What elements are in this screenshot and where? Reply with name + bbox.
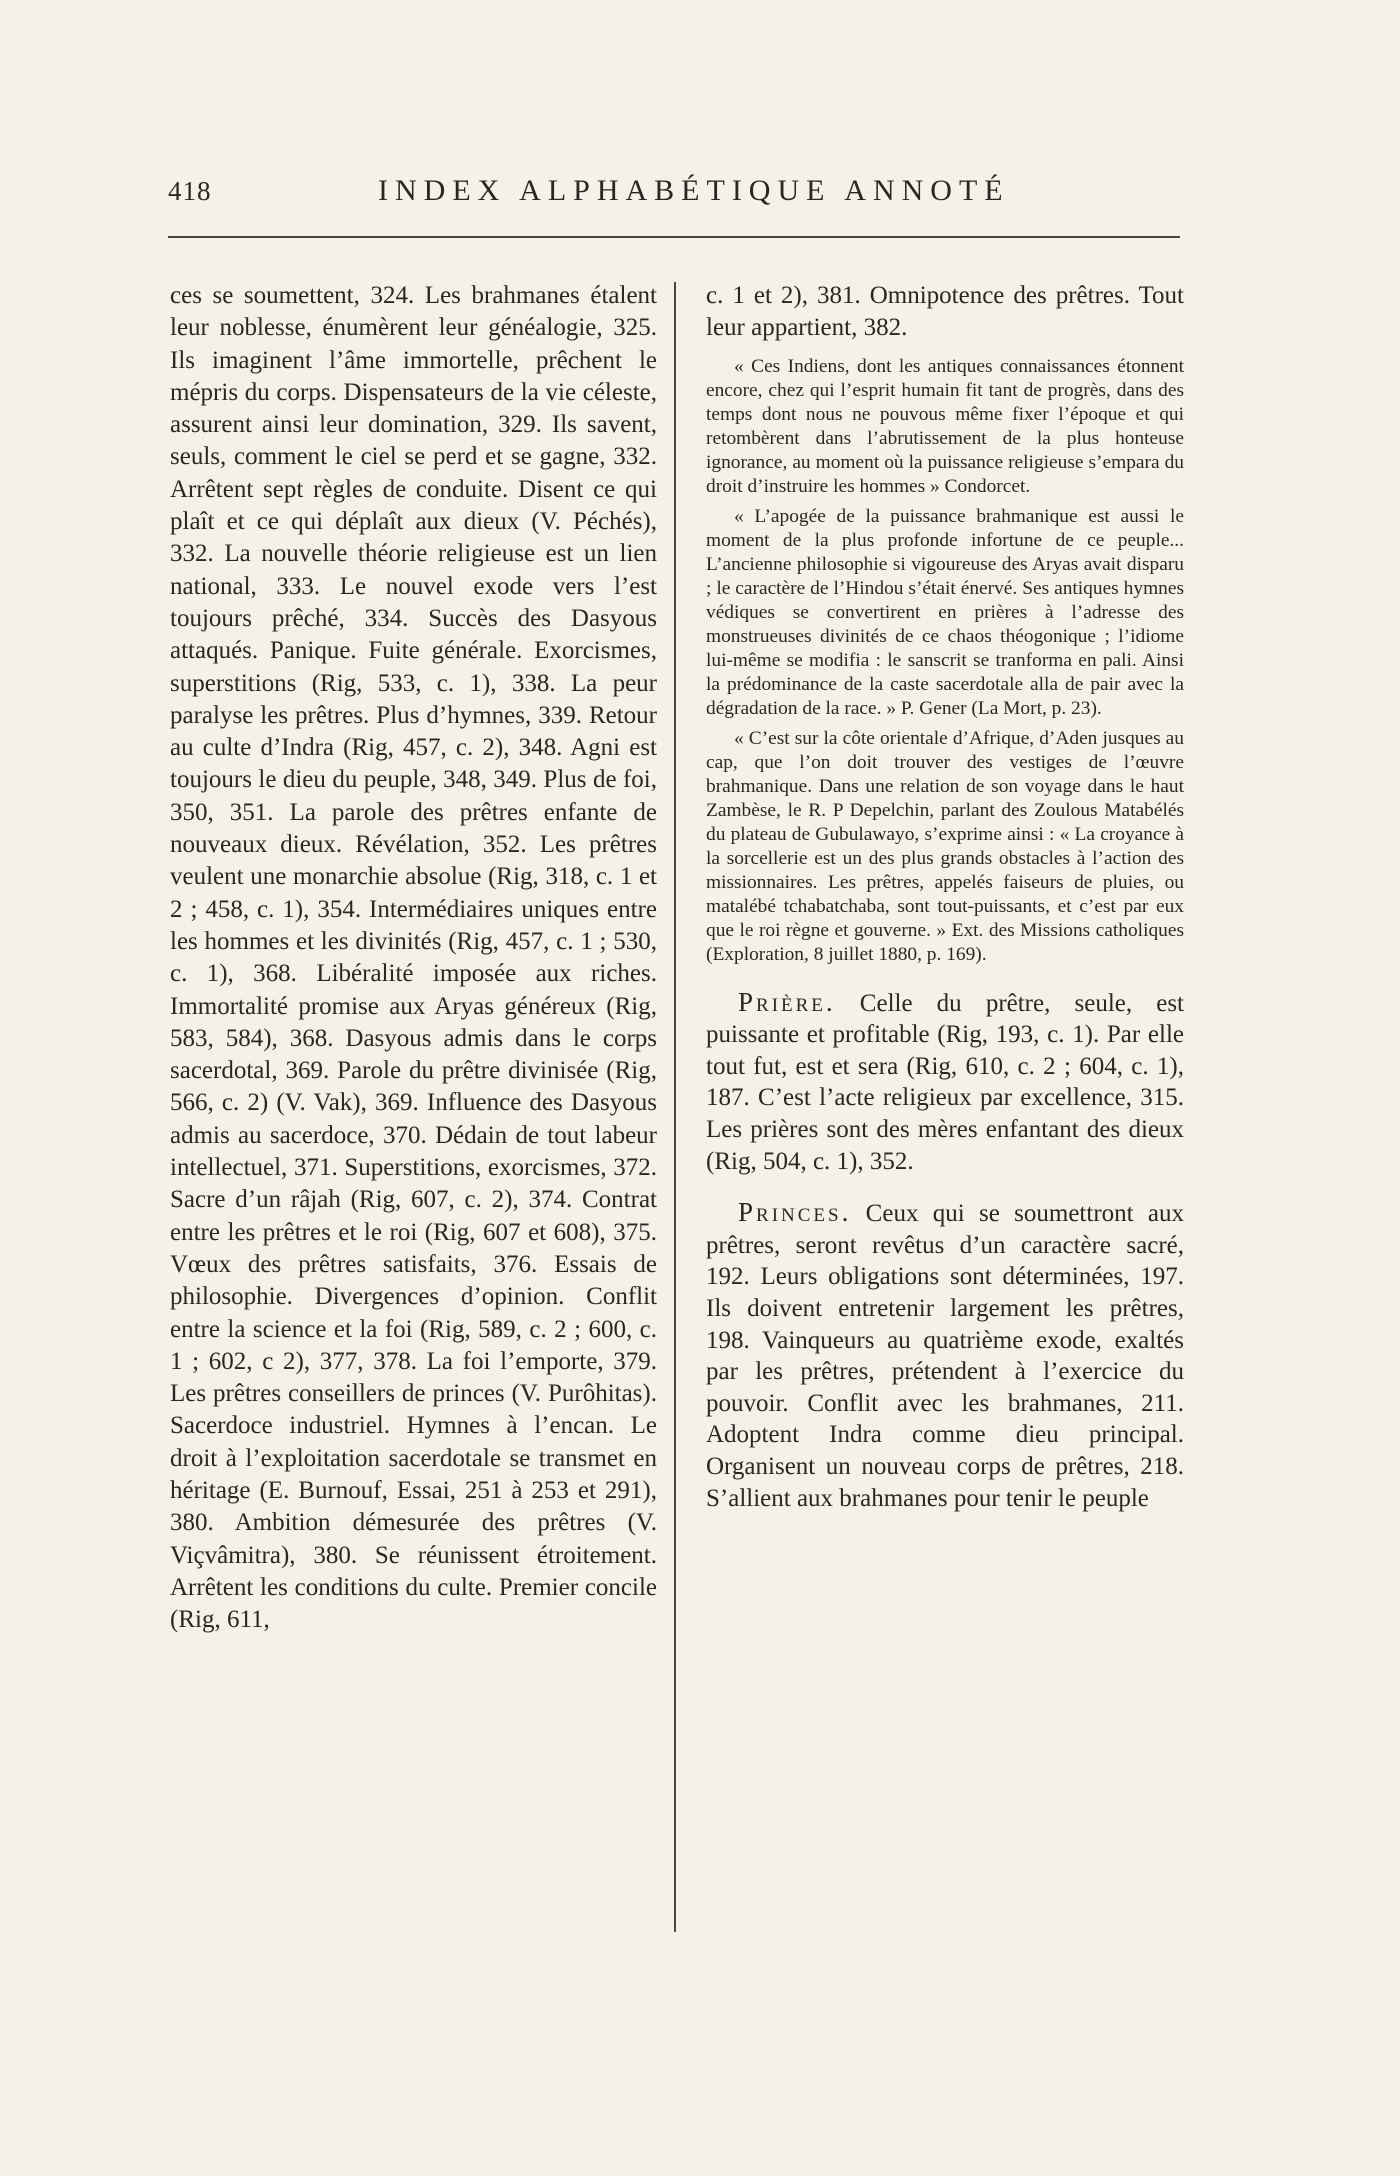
- running-title: INDEX ALPHABÉTIQUE ANNOTÉ: [378, 174, 1010, 207]
- page-header: [168, 170, 1188, 218]
- left-column: [170, 280, 657, 1636]
- entry-headword: Princes.: [738, 1197, 852, 1228]
- right-column: [706, 280, 1184, 1514]
- left-column-text: ces se soumettent, 324. Les brahmanes étalent leur noblesse, énumèrent leur généalogie, 325. Ils imaginent l’âme immortelle, prêchent le mépris du corps. Dispensateurs de la vie céleste, assurent ainsi leur domination, 329. Ils savent, seuls, comment le ciel se perd et se gagne, 332. Arrêtent sept règles de conduite. Disent ce qui plaît et ce qui déplaît aux dieux (V. Péchés), 332. La nouvelle théorie religieuse est un lien national, 333. Le nouvel exode vers l’est toujours prêché, 334. Succès des Dasyous attaqués. Panique. Fuite générale. Exorcismes, superstitions (Rig, 533, c. 1), 338. La peur paralyse les prêtres. Plus d’hymnes, 339. Retour au culte d’Indra (Rig, 457, c. 2), 348. Agni est toujours le dieu du peuple, 348, 349. Plus de foi, 350, 351. La parole des prêtres enfante de nouveaux dieux. Révélation, 352. Les prêtres veulent une monarchie absolue (Rig, 318, c. 1 et 2 ; 458, c. 1), 354. Intermédiaires uniques entre les hommes et les divinités (Rig, 457, c. 1 ; 530, c. 1), 368. Libéralité imposée aux riches. Immortalité promise aux Aryas généreux (Rig, 583, 584), 368. Dasyous admis dans le corps sacerdotal, 369. Parole du prêtre divinisée (Rig, 566, c. 2) (V. Vak), 369. Influence des Dasyous admis au sacerdoce, 370. Dédain de tout labeur intellectuel, 371. Superstitions, exorcismes, 372. Sacre d’un râjah (Rig, 607, c. 2), 374. Contrat entre les prêtres et le roi (Rig, 607 et 608), 375. Vœux des prêtres satisfaits, 376. Essais de philosophie. Divergences d’opinion. Conflit entre la science et la foi (Rig, 589, c. 2 ; 600, c. 1 ; 602, c 2), 377, 378. La foi l’emporte, 379. Les prêtres conseillers de princes (V. Purôhitas). Sacerdoce industriel. Hymnes à l’encan. Le droit à l’exploitation sacerdotale se transmet en héritage (E. Burnouf, Essai, 251 à 253 et 291), 380. Ambition démesurée des prêtres (V. Viçvâmitra), 380. Se réunissent étroitement. Arrêtent les conditions du culte. Premier concile (Rig, 611,: [170, 282, 657, 1634]
- index-entry-princes: [706, 1197, 1184, 1514]
- column-divider: [674, 282, 676, 1932]
- entry-headword: Prière.: [738, 986, 836, 1017]
- right-column-continuation: c. 1 et 2), 381. Omnipotence des prêtres. Tout leur appartient, 382.: [706, 282, 1184, 342]
- header-rule: [168, 236, 1180, 238]
- entry-text: Celle du prêtre, seule, est puissante et profitable (Rig, 193, c. 1). Par elle tout fut, est et sera (Rig, 610, c. 2 ; 604, c. 1), 187. C’est l’acte religieux par excellence, 315. Les prières sont des mères enfantant des dieux (Rig, 504, c. 1), 352.: [706, 989, 1185, 1175]
- quote-condorcet: « Ces Indiens, dont les antiques connaissances étonnent encore, chez qui l’esprit humain fit tant de progrès, dans des temps dont nous ne pouvous même fixer l’époque et qui retombèrent dans l’abrutissement de la plus honteuse ignorance, au moment où la puissance religieuse s’empara du droit d’instruire les hommes » Condorcet.: [706, 355, 1184, 497]
- entry-text: Ceux qui se soumettront aux prêtres, seront revêtus d’un caractère sacré, 192. Leurs obligations sont déterminées, 197. Ils doivent entretenir largement les prêtres, 198. Vainqueurs au quatrième exode, exaltés par les prêtres, prétendent à l’exercice du pouvoir. Conflit avec les brahmanes, 211. Adoptent Indra comme dieu principal. Organisent un nouveau corps de prêtres, 218. S’allient aux brahmanes pour tenir le peuple: [706, 1200, 1185, 1512]
- page-number: 418: [168, 176, 212, 206]
- quote-depelchin: « C’est sur la côte orientale d’Afrique, d’Aden jusques au cap, que l’on doit trouver des vestiges de l’œuvre brahmanique. Dans une relation de son voyage dans le haut Zambèse, le R. P Depelchin, parlant des Zoulous Matabélés du plateau de Gubulawayo, s’exprime ainsi : « La croyance à la sorcellerie est un des plus grands obstacles à l’action des missionnaires. Les prêtres, appelés faiseurs de pluies, ou matalébé tchabatchaba, sont tout-puissants, et c’est par eux que le roi règne et gouverne. » Ext. des Missions catholiques (Exploration, 8 juillet 1880, p. 169).: [706, 727, 1184, 965]
- quote-gener: « L’apogée de la puissance brahmanique est aussi le moment de la plus profonde infortune de ce peuple... L’ancienne philosophie si vigoureuse des Aryas avait disparu ; le caractère de l’Hindou s’était énervé. Ses antiques hymnes védiques se convertirent en prières à l’adresse des monstrueuses divinités de ce chaos théogonique ; l’idiome lui-même se modifia : le sanscrit se tranforma en pali. Ainsi la prédominance de la caste sacerdotale alla de pair avec la dégradation de la race. » P. Gener (La Mort, p. 23).: [706, 505, 1184, 719]
- index-entry-priere: [706, 987, 1184, 1178]
